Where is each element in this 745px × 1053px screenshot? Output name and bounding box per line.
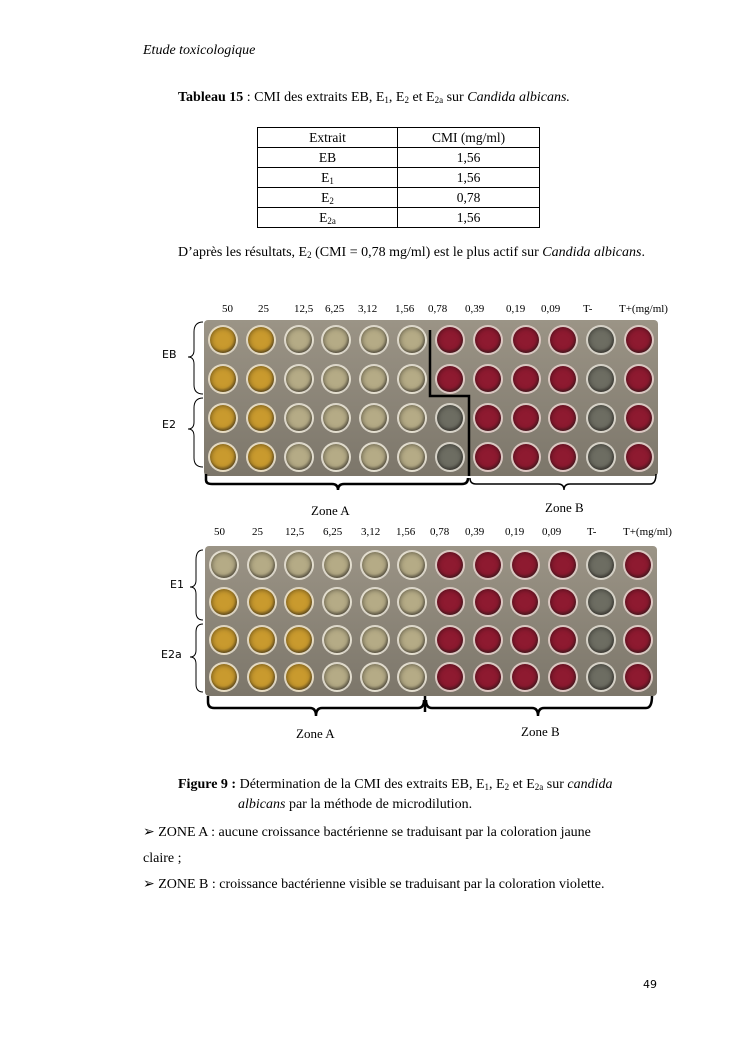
concentration-label: 50 — [222, 303, 233, 315]
plate-well — [473, 625, 503, 655]
plate-well — [435, 625, 465, 655]
concentration-label: 12,5 — [294, 303, 314, 315]
plate-well — [473, 550, 503, 580]
table-cell-extrait: $E_{2a}$ — [258, 208, 398, 228]
brace-eb — [188, 322, 203, 394]
concentration-label: T- — [583, 303, 593, 315]
plate-well — [510, 587, 540, 617]
concentration-label: 0,39 — [465, 303, 485, 315]
plate-well — [284, 625, 314, 655]
concentration-label: 25 — [258, 303, 269, 315]
plate-well — [397, 587, 427, 617]
table-cell-extrait: $E_1$ — [258, 168, 398, 188]
plate-well — [435, 587, 465, 617]
plate-well — [322, 625, 352, 655]
plate-well — [360, 662, 390, 692]
result-paragraph: D’après les résultats, $E_2$ (CMI = 0,78 mg/ml) est le plus actif sur Candida albicans. — [178, 245, 645, 260]
zone-b-label-2: Zone B — [521, 724, 560, 739]
zone-b-label-1: Zone B — [545, 500, 584, 515]
plate-well — [360, 587, 390, 617]
plate-well — [510, 625, 540, 655]
concentration-label: 1,56 — [396, 526, 416, 538]
plate-well — [586, 662, 616, 692]
plate-well — [322, 662, 352, 692]
bullet-zone-a: ➢ ZONE A : aucune croissance bactérienne se traduisant par la coloration jaune claire ; — [143, 825, 591, 866]
plate-well — [209, 587, 239, 617]
brace-zone-b-1 — [470, 474, 656, 490]
plate-well — [322, 587, 352, 617]
concentration-label: T- — [587, 526, 597, 538]
concentration-label: 3,12 — [358, 303, 378, 315]
microplate-2 — [205, 546, 657, 696]
plate-well — [209, 662, 239, 692]
plate-well — [360, 550, 390, 580]
plate-well — [623, 587, 653, 617]
running-header: Etude toxicologique — [143, 43, 256, 58]
plate-well — [209, 625, 239, 655]
plate-well — [586, 587, 616, 617]
plate-well — [473, 587, 503, 617]
concentration-label: 0,78 — [430, 526, 450, 538]
concentration-label: 50 — [214, 526, 225, 538]
concentration-label: 6,25 — [323, 526, 343, 538]
plate-well — [322, 550, 352, 580]
plate-well — [209, 550, 239, 580]
concentration-label: T+(mg/ml) — [623, 526, 672, 538]
table-cell-extrait: $E_2$ — [258, 188, 398, 208]
table-header-cell: CMI (mg/ml) — [398, 128, 540, 148]
plate-well — [623, 625, 653, 655]
concentration-label: 0,19 — [505, 526, 525, 538]
plate-well — [284, 587, 314, 617]
plate-well — [247, 625, 277, 655]
concentration-label: 6,25 — [325, 303, 345, 315]
zone-a-label-2: Zone A — [296, 726, 335, 741]
row-label-e2: E2 — [162, 418, 176, 431]
table-cell-extrait: EB — [258, 148, 398, 168]
zone-separator-1 — [430, 330, 469, 476]
brace-e2a — [190, 624, 203, 692]
plate-well — [548, 625, 578, 655]
concentration-label: 0,39 — [465, 526, 485, 538]
concentration-labels-bottom — [0, 526, 745, 540]
zone-a-label-1: Zone A — [311, 503, 350, 518]
row-label-e1: E1 — [170, 578, 184, 591]
concentration-label: 0,09 — [542, 526, 562, 538]
plate-well — [284, 662, 314, 692]
concentration-label: T+(mg/ml) — [619, 303, 668, 315]
brace-zone-b-2 — [426, 696, 652, 716]
plate-well — [548, 550, 578, 580]
table-cell-cmi: 1,56 — [398, 168, 540, 188]
concentration-label: 0,19 — [506, 303, 526, 315]
concentration-label: 3,12 — [361, 526, 381, 538]
page-number: 49 — [643, 978, 657, 991]
table-caption: Tableau 15 : CMI des extraits EB, $E_1$, $E_2$ et $E_{2a}$ sur Candida albicans. — [178, 90, 570, 105]
concentration-label: 12,5 — [285, 526, 305, 538]
row-label-e2a: E2a — [161, 648, 182, 661]
bullet-zone-b: ➢ ZONE B : croissance bactérienne visible se traduisant par la coloration violette. — [143, 877, 605, 892]
plate-well — [397, 662, 427, 692]
concentration-label: 1,56 — [395, 303, 415, 315]
table-cell-cmi: 0,78 — [398, 188, 540, 208]
row-label-eb: EB — [162, 348, 177, 361]
plate-well — [397, 550, 427, 580]
plate-well — [360, 625, 390, 655]
table-cell-cmi: 1,56 — [398, 208, 540, 228]
brace-zone-a-2 — [208, 696, 424, 716]
plate-well — [473, 662, 503, 692]
figure-caption: Figure 9 : Détermination de la CMI des extraits EB, $E_1$, $E_2$ et $E_{2a}$ sur candida albicans par la méthode de microdilution. — [178, 777, 613, 812]
brace-e1 — [190, 550, 203, 620]
brace-e2 — [188, 398, 203, 467]
plate-well — [548, 662, 578, 692]
table-cell-cmi: 1,56 — [398, 148, 540, 168]
brace-zone-a-1 — [206, 474, 468, 490]
plate-well — [247, 587, 277, 617]
plate-well — [510, 550, 540, 580]
plate-well — [510, 662, 540, 692]
concentration-label: 0,78 — [428, 303, 448, 315]
plate-well — [586, 625, 616, 655]
plate-well — [247, 550, 277, 580]
concentration-label: 25 — [252, 526, 263, 538]
concentration-label: 0,09 — [541, 303, 561, 315]
plate-well — [435, 662, 465, 692]
plate-well — [247, 662, 277, 692]
plate-well — [284, 550, 314, 580]
plate-well — [586, 550, 616, 580]
plate-well — [397, 625, 427, 655]
table-header-cell: Extrait — [258, 128, 398, 148]
plate-well — [435, 550, 465, 580]
plate-well — [623, 662, 653, 692]
plate-well — [623, 550, 653, 580]
plate-well — [548, 587, 578, 617]
